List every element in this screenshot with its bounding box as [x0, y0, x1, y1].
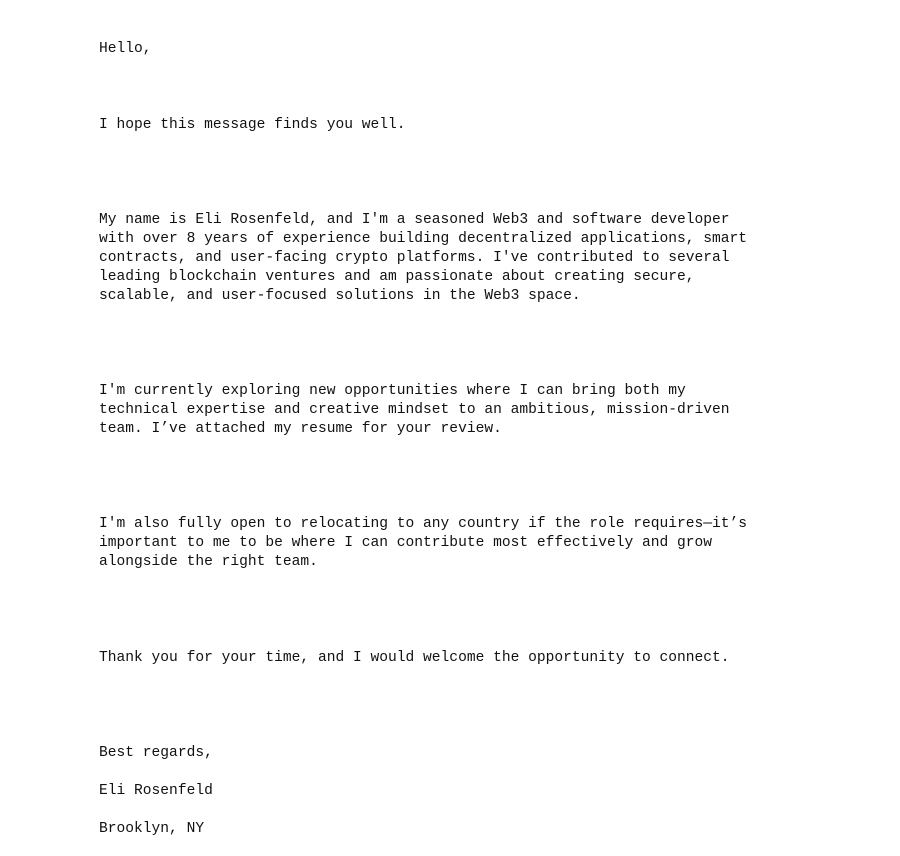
signoff: Best regards,: [99, 745, 213, 761]
opportunities-line: I'm currently exploring new opportunities where I can bring both my: [99, 383, 686, 399]
intro-paragraph: [99, 211, 747, 306]
opportunities-paragraph: [99, 382, 730, 439]
sender-location: Brooklyn, NY: [99, 821, 205, 837]
opportunities-line: technical expertise and creative mindset to an ambitious, mission-driven: [99, 402, 730, 418]
intro-line: contracts, and user-facing crypto platforms. I've contributed to several: [99, 250, 730, 266]
intro-line: with over 8 years of experience building decentralized applications, smart: [99, 231, 748, 247]
opportunities-line: team. I’ve attached my resume for your review.: [99, 421, 502, 437]
greeting: Hello,: [99, 41, 152, 57]
sender-name: Eli Rosenfeld: [99, 783, 213, 799]
opener-line: I hope this message finds you well.: [99, 117, 406, 133]
intro-line: leading blockchain ventures and am passionate about creating secure,: [99, 269, 695, 285]
relocation-line: I'm also fully open to relocating to any country if the role requires—it’s: [99, 516, 748, 532]
intro-line: scalable, and user-focused solutions in the Web3 space.: [99, 288, 581, 304]
relocation-line: alongside the right team.: [99, 554, 318, 570]
relocation-paragraph: [99, 515, 747, 572]
thanks-line: Thank you for your time, and I would welcome the opportunity to connect.: [99, 650, 730, 666]
intro-line: My name is Eli Rosenfeld, and I'm a seasoned Web3 and software developer: [99, 212, 730, 228]
relocation-line: important to me to be where I can contribute most effectively and grow: [99, 535, 713, 551]
